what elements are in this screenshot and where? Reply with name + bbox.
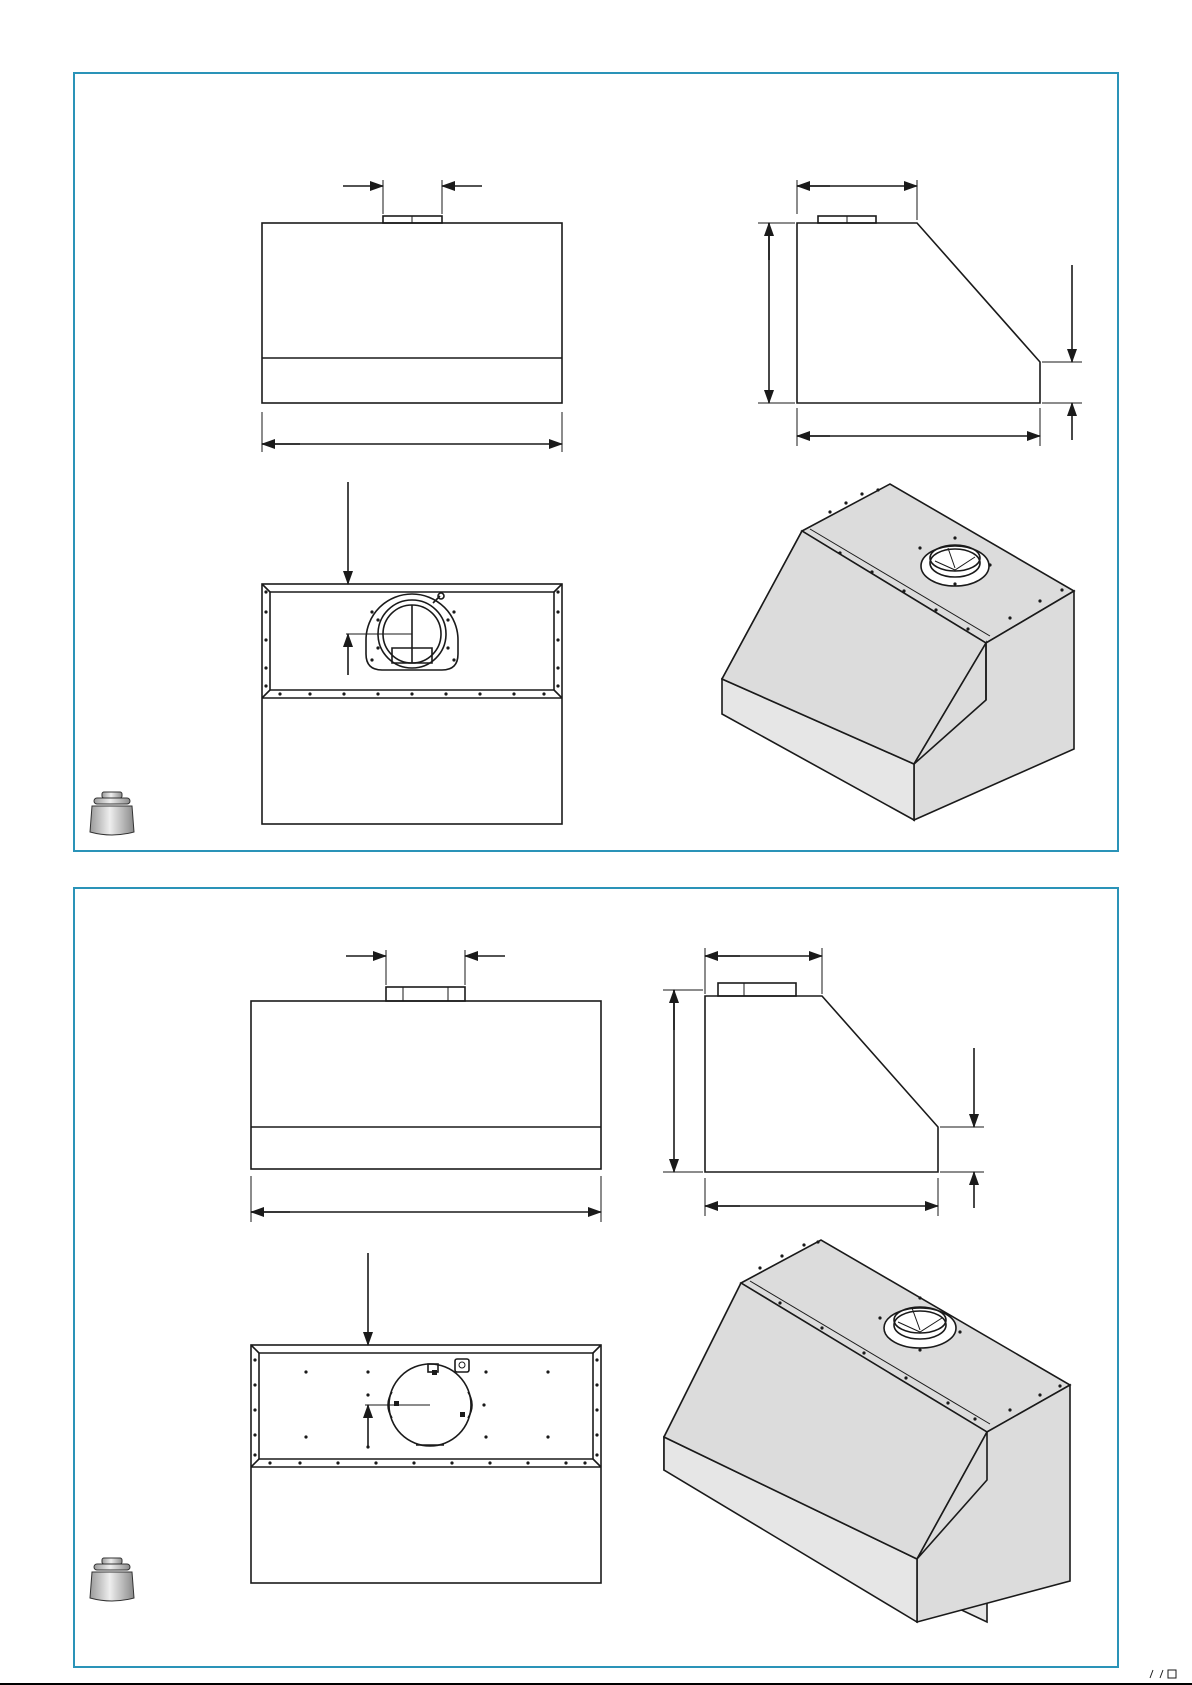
weight-icon — [90, 1558, 134, 1601]
isometric-view-1 — [722, 484, 1074, 820]
page-corner-mark — [1150, 1670, 1176, 1678]
bottom-view-2 — [251, 1253, 601, 1583]
bottom-view-1 — [262, 482, 562, 824]
weight-icon — [90, 792, 134, 835]
front-view-1 — [262, 180, 562, 452]
isometric-view-2 — [664, 1240, 1070, 1622]
side-view-2 — [663, 948, 984, 1216]
side-view-1 — [758, 180, 1082, 446]
front-view-2 — [251, 950, 601, 1222]
